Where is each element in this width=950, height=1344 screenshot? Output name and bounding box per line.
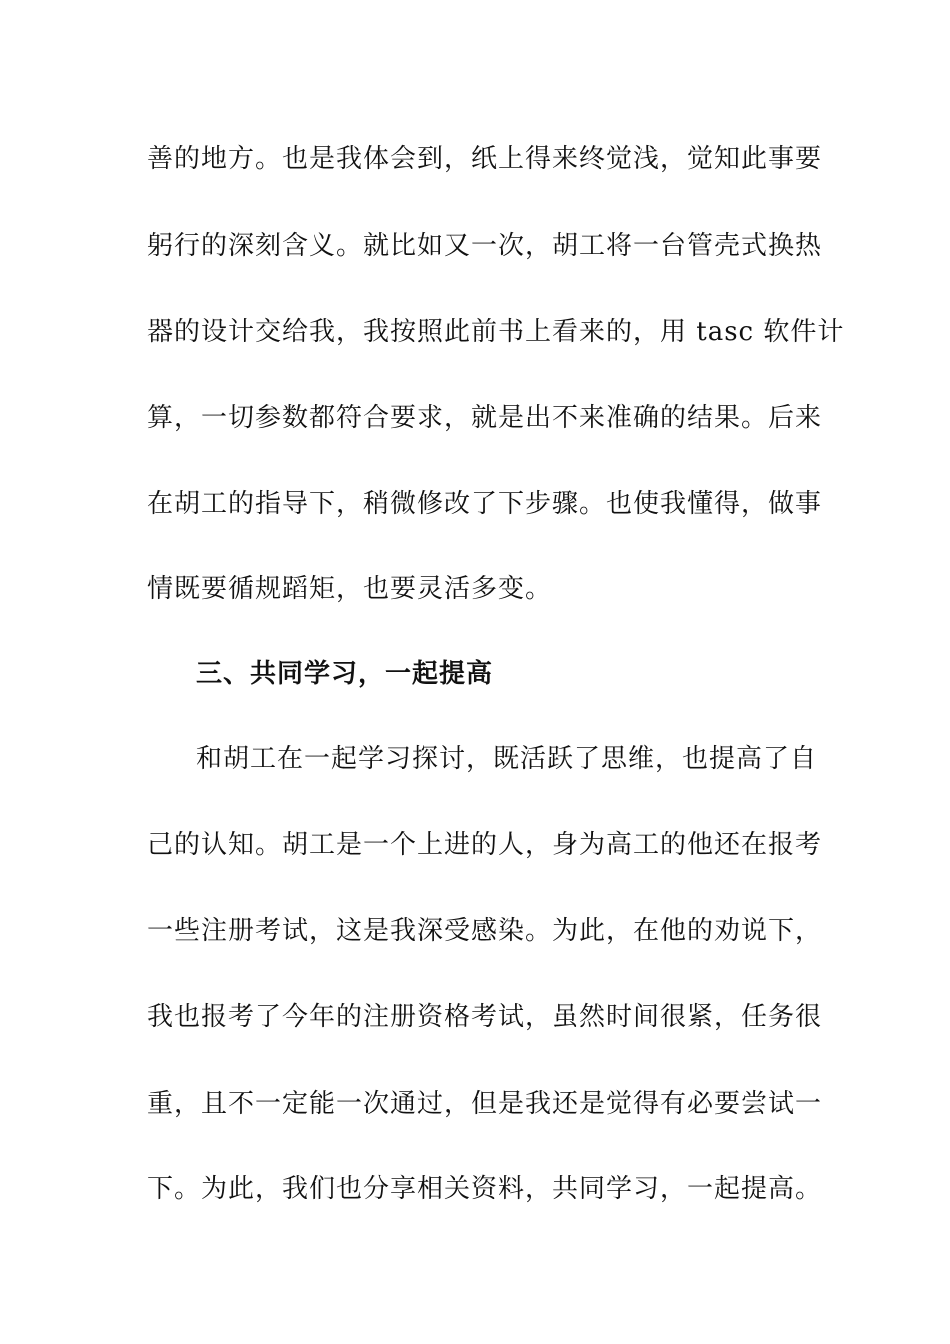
paragraph-line: 一些注册考试，这是我深受感染。为此，在他的劝说下， [147,916,823,946]
section-heading: 三、共同学习，一起提高 [196,659,494,689]
paragraph-line: 器的设计交给我，我按照此前书上看来的，用 tasc 软件计 [147,317,845,347]
paragraph-line: 我也报考了今年的注册资格考试，虽然时间很紧，任务很 [147,1002,823,1032]
paragraph-line: 情既要循规蹈矩，也要灵活多变。 [147,574,553,604]
paragraph-line: 善的地方。也是我体会到，纸上得来终觉浅，觉知此事要 [147,144,823,174]
paragraph-line: 下。为此，我们也分享相关资料，共同学习，一起提高。 [147,1174,823,1204]
paragraph-line: 己的认知。胡工是一个上进的人，身为高工的他还在报考 [147,830,823,860]
paragraph-line: 躬行的深刻含义。就比如又一次，胡工将一台管壳式换热 [147,231,823,261]
paragraph-line: 算，一切参数都符合要求，就是出不来准确的结果。后来 [147,403,823,433]
paragraph-line: 重，且不一定能一次通过，但是我还是觉得有必要尝试一 [147,1089,823,1119]
paragraph-line: 和胡工在一起学习探讨，既活跃了思维，也提高了自 [196,744,818,774]
paragraph-line: 在胡工的指导下，稍微修改了下步骤。也使我懂得，做事 [147,489,823,519]
